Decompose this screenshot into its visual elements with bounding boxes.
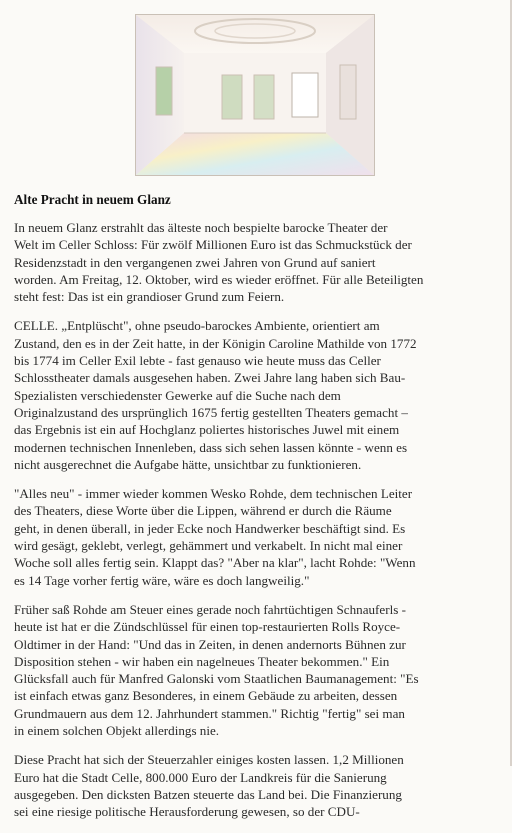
paragraph-line: Disposition stehen - wir haben ein nagelneues Theater bekommen." Ein [14, 653, 390, 669]
paragraph-line: Schlosstheater damals ausgesehen haben. Zwei Jahre lang haben sich Bau- [14, 370, 406, 386]
paragraph-line: geht, in denen überall, in jeder Ecke noch Handwerker beschäftigt sind. Es [14, 520, 406, 536]
paragraph-line: Früher saß Rohde am Steuer eines gerade noch fahrtüchtigen Schnauferls - [14, 601, 406, 617]
paragraph-line: Euro hat die Stadt Celle, 800.000 Euro der Landkreis für die Sanierung [14, 769, 387, 785]
article-paragraph [14, 219, 502, 305]
paragraph-line: Woche soll alles fertig sein. Klappt das? "Aber na klar", lacht Rohde: "Wenn [14, 555, 416, 571]
paragraph-line: steht fest: Das ist ein grandioser Grund zum Feiern. [14, 289, 285, 305]
paragraph-line: modernen technischen Innenleben, dass sich sehen lassen könnte - wenn es [14, 439, 408, 455]
paragraph-line: wird gesägt, geklebt, verlegt, gehämmert und verkabelt. In nicht mal einer [14, 538, 403, 554]
paragraph-line: bis 1774 im Celler Exil lebte - fast genauso wie heute muss das Celler [14, 353, 381, 369]
paragraph-line: CELLE. „Entplüscht", ohne pseudo-barockes Ambiente, orientiert am [14, 318, 380, 334]
article-body [14, 219, 502, 833]
paragraph-line: Oldtimer in der Hand: "Und das in Zeiten, in denen andernorts Bühnen zur [14, 636, 406, 652]
article-paragraph [14, 485, 502, 589]
paragraph-line: worden. Am Freitag, 12. Oktober, wird es wieder eröffnet. Für alle Beteiligten [14, 271, 424, 287]
article-headline: Alte Pracht in neuem Glanz [14, 192, 171, 207]
paragraph-line: Spezialisten verschiedenster Gewerke auf die Suche nach dem [14, 387, 341, 403]
paragraph-line: ausgegeben. Den dicksten Batzen steuerte das Land bei. Die Finanzierung [14, 786, 402, 802]
paragraph-line: des Theaters, diese Worte über die Lippen, während er durch die Räume [14, 503, 392, 519]
paragraph-line: Residenzstadt in den vergangenen zwei Jahren von Grund auf saniert [14, 254, 376, 270]
paragraph-line: es 14 Tage vorher fertig wäre, wäre es doch langweilig." [14, 572, 310, 588]
article-paragraph [14, 601, 502, 739]
paragraph-line: In neuem Glanz erstrahlt das älteste noch bespielte barocke Theater der [14, 220, 388, 235]
paragraph-line: "Alles neu" - immer wieder kommen Wesko Rohde, dem technischen Leiter [14, 486, 413, 502]
paragraph-line: sei eine riesige politische Herausforderung gewesen, so der CDU- [14, 804, 360, 820]
article-paragraph [14, 317, 502, 473]
photo-illustration [136, 15, 374, 175]
paragraph-line: Welt im Celler Schloss: Für zwölf Millionen Euro ist das Schmuckstück der [14, 237, 412, 253]
theater-interior-photo [135, 14, 375, 176]
paragraph-line: das Ergebnis ist ein auf Hochglanz poliertes historisches Juwel mit einem [14, 422, 400, 438]
paragraph-line: Grundmauern aus dem 12. Jahrhundert stammen." Richtig "fertig" sei man [14, 705, 405, 721]
paragraph-line: heute ist hat er die Zündschlüssel für einen top-restaurierten Rolls Royce- [14, 619, 401, 635]
paragraph-line: Diese Pracht hat sich der Steuerzahler einiges kosten lassen. 1,2 Millionen [14, 752, 404, 768]
article-paragraph [14, 751, 502, 820]
paragraph-line: Zustand, den es in der Zeit hatte, in der Königin Caroline Mathilde von 1772 [14, 335, 417, 351]
paragraph-line: Originalzustand des ursprünglich 1675 fertig gestellten Theaters gemacht – [14, 404, 408, 420]
paragraph-line: nicht ausgerechnet die Aufgabe hätte, unsichtbar zu funktionieren. [14, 456, 362, 472]
paragraph-line: ist einfach etwas ganz Besonderes, in einem Gebäude zu arbeiten, dessen [14, 688, 398, 704]
paragraph-line: Glücksfall auch für Manfred Galonski vom Staatlichen Baumanagement: "Es [14, 671, 419, 687]
paragraph-line: in einem solchen Objekt allerdings nie. [14, 723, 220, 739]
